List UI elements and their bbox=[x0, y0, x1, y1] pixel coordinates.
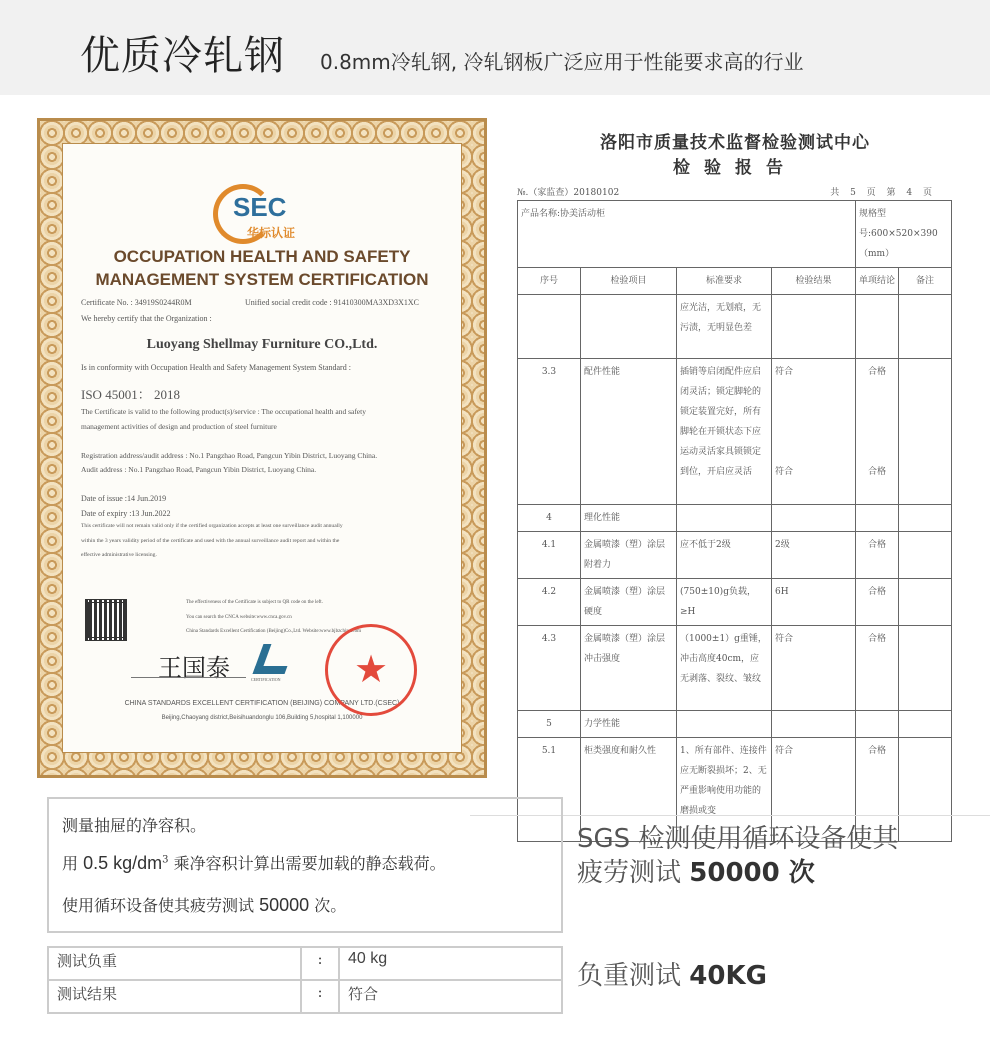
cell-result: 符合 bbox=[772, 738, 856, 842]
sgs-line-1: 测量抽屉的净容积。 bbox=[62, 816, 207, 835]
load-label: 测试负重 bbox=[48, 947, 301, 980]
sgs-l2-sup: 3 bbox=[162, 854, 169, 866]
scope-2: management activities of design and production of steel furniture bbox=[81, 422, 277, 431]
sgs-description bbox=[47, 797, 563, 933]
cell-result: 符合 符合 bbox=[772, 359, 856, 505]
cell-item: 配件性能 bbox=[581, 359, 677, 505]
cell-remark bbox=[899, 505, 952, 532]
cell-remark bbox=[899, 579, 952, 626]
result-label: 测试结果 bbox=[48, 980, 301, 1013]
expiry-date: Date of expiry :13 Jun.2022 bbox=[81, 509, 171, 518]
red-seal bbox=[325, 624, 417, 716]
cert-no: Certificate No. : 34919S0244R0M bbox=[81, 298, 192, 307]
column-header: 序号 bbox=[518, 268, 581, 295]
sgs-result-table bbox=[47, 946, 563, 1014]
product-cell bbox=[518, 201, 856, 268]
cell-no: 5.1 bbox=[518, 738, 581, 842]
cell-verdict: 合格 bbox=[856, 532, 899, 579]
cell-result: 6H bbox=[772, 579, 856, 626]
qr-text-3: China Standards Excellent Certification (Beijing)Co.,Ltd. Website:www.bjbzchina.com bbox=[186, 629, 361, 634]
sec-logo bbox=[213, 184, 323, 254]
sgs-l2-num: 0.5 kg/dm bbox=[83, 853, 163, 873]
cell-item bbox=[581, 295, 677, 359]
sgs-line-2 bbox=[62, 851, 446, 874]
cell-verdict bbox=[856, 295, 899, 359]
sgs-l3-post: 次。 bbox=[314, 896, 347, 915]
cell-req: （1000±1）g重锤，冲击高度40cm，应无剥落、裂纹、皱纹 bbox=[677, 626, 772, 711]
audit-address: Audit address : No.1 Pangzhao Road, Pangcun Yibin District, Luoyang China. bbox=[81, 465, 317, 474]
cell-req: 应不低于2级 bbox=[677, 532, 772, 579]
cell-req: 插销等启闭配件应启闭灵活；锁定脚轮的锁定装置完好，所有脚轮在开锁状态下应运动灵活家具锁锁定到位，开启应灵活 bbox=[677, 359, 772, 505]
table-row bbox=[518, 579, 952, 626]
cert-footer-2: Beijing,Chaoyang district,Beisihuandonglu 106,Building 5,hospital 1,100000 bbox=[161, 715, 363, 721]
cell-req: (750±10)g负载，≥H bbox=[677, 579, 772, 626]
cell-no bbox=[518, 295, 581, 359]
hs-label: CERTIFICATION bbox=[251, 677, 281, 682]
caption-2 bbox=[577, 852, 815, 889]
cell-item: 柜类强度和耐久性 bbox=[581, 738, 677, 842]
qr-text-1: The effectiveness of the Certificate is subject to QR code on the left. bbox=[186, 600, 323, 605]
sgs-l3-pre: 使用循环设备使其疲劳测试 bbox=[62, 896, 255, 915]
product-name: 协美活动柜 bbox=[560, 209, 606, 219]
spec-label: 规格型号: bbox=[859, 209, 887, 239]
column-header: 单项结论 bbox=[856, 268, 899, 295]
column-header: 标准要求 bbox=[677, 268, 772, 295]
cert-title-2: MANAGEMENT SYSTEM CERTIFICATION bbox=[95, 270, 429, 289]
cell-item: 金属喷漆（塑）涂层 冲击强度 bbox=[581, 626, 677, 711]
cell-result bbox=[772, 295, 856, 359]
sgs-l3-num: 50000 bbox=[259, 895, 310, 915]
table-row bbox=[518, 626, 952, 711]
cell-req bbox=[677, 711, 772, 738]
column-header: 检验项目 bbox=[581, 268, 677, 295]
scope-1: The Certificate is valid to the following product(s)/service : The occupational health and safety bbox=[81, 407, 366, 416]
hs-logo bbox=[253, 644, 296, 674]
cell-no: 4.1 bbox=[518, 532, 581, 579]
note-2: within the 3 years validity period of the certificate and used with the annual surveillance audit report and within the bbox=[81, 538, 340, 544]
banner-subtitle: 0.8mm冷轧钢, 冷轧钢板广泛应用于性能要求高的行业 bbox=[320, 50, 804, 74]
colon: : bbox=[301, 947, 339, 980]
logo-text: SEC bbox=[233, 192, 287, 222]
organization: Luoyang Shellmay Furniture CO.,Ltd. bbox=[146, 337, 378, 352]
signature-line bbox=[131, 677, 246, 678]
report-title: 洛阳市质量技术监督检验测试中心 bbox=[600, 133, 870, 153]
ohs-certificate bbox=[37, 118, 487, 778]
report-number: №.（家监查）20180102 bbox=[517, 188, 620, 198]
cell-no: 4.2 bbox=[518, 579, 581, 626]
table-row bbox=[518, 295, 952, 359]
spec-cell bbox=[856, 201, 952, 268]
result-value: 符合 bbox=[339, 980, 562, 1013]
colon: : bbox=[301, 980, 339, 1013]
qr-text-2: You can search the CNCA website:www.cnca.gov.cn bbox=[186, 615, 292, 620]
report-pages: 共 5 页 第 4 页 bbox=[830, 188, 932, 198]
banner bbox=[0, 0, 990, 95]
qr-code bbox=[85, 599, 127, 641]
sgs-l2-post: 乘净容积计算出需要加载的静态载荷。 bbox=[173, 854, 446, 873]
cell-verdict: 合格 合格 bbox=[856, 359, 899, 505]
cell-result bbox=[772, 505, 856, 532]
credit-code: Unified social credit code : 91410300MA3XD3X1XC bbox=[245, 298, 419, 307]
table-row bbox=[518, 532, 952, 579]
cell-verdict bbox=[856, 711, 899, 738]
cell-remark bbox=[899, 295, 952, 359]
standard: ISO 45001： 2018 bbox=[81, 387, 180, 402]
load-value: 40 kg bbox=[339, 947, 562, 980]
cert-title-1: OCCUPATION HEALTH AND SAFETY bbox=[113, 247, 411, 266]
signature: 王国泰 bbox=[158, 654, 230, 682]
spec-value: 600×520×390（mm） bbox=[859, 229, 938, 259]
table-row bbox=[518, 505, 952, 532]
conformity: Is in conformity with Occupation Health and Safety Management System Standard : bbox=[81, 363, 351, 372]
cell-item: 理化性能 bbox=[581, 505, 677, 532]
cell-remark bbox=[899, 359, 952, 505]
issue-date: Date of issue :14 Jun.2019 bbox=[81, 494, 167, 503]
caption-1: SGS 检测使用循环设备使其 bbox=[577, 824, 899, 854]
caption-2-bold: 50000 次 bbox=[689, 858, 815, 888]
cell-remark bbox=[899, 532, 952, 579]
cell-req bbox=[677, 505, 772, 532]
cell-no: 5 bbox=[518, 711, 581, 738]
cell-item: 金属喷漆（塑）涂层硬度 bbox=[581, 579, 677, 626]
cell-result: 2级 bbox=[772, 532, 856, 579]
caption-3-pre: 负重测试 bbox=[577, 961, 682, 991]
sgs-line-3 bbox=[62, 893, 346, 916]
cell-no: 4.3 bbox=[518, 626, 581, 711]
cell-verdict: 合格 bbox=[856, 626, 899, 711]
cell-remark bbox=[899, 711, 952, 738]
cell-req: 1、所有部件、连接件应无断裂损坏；2、无严重影响使用功能的磨损或变 bbox=[677, 738, 772, 842]
cell-result bbox=[772, 711, 856, 738]
caption-2-pre: 疲劳测试 bbox=[577, 858, 682, 888]
banner-title: 优质冷轧钢 bbox=[80, 33, 285, 79]
cell-verdict bbox=[856, 505, 899, 532]
note-1: This certificate will not remain valid only if the certified organization accepts at least one surveillance audit annually bbox=[81, 523, 343, 529]
cell-verdict: 合格 bbox=[856, 738, 899, 842]
note-3: effective administrative licensing. bbox=[81, 552, 157, 558]
table-row bbox=[518, 359, 952, 505]
cell-no: 4 bbox=[518, 505, 581, 532]
caption-3 bbox=[577, 955, 767, 992]
cell-remark bbox=[899, 738, 952, 842]
cell-no: 3.3 bbox=[518, 359, 581, 505]
cert-footer-1: CHINA STANDARDS EXCELLENT CERTIFICATION (BEIJING) COMPANY LTD.(CSEC) bbox=[124, 700, 400, 707]
certificate-body bbox=[62, 143, 462, 753]
product-label: 产品名称: bbox=[521, 209, 561, 219]
cell-remark bbox=[899, 626, 952, 711]
logo-cn: 华标认证 bbox=[247, 226, 296, 240]
cell-item: 力学性能 bbox=[581, 711, 677, 738]
column-header: 备注 bbox=[899, 268, 952, 295]
cell-req: 应光洁，无划痕，无污渍，无明显色差 bbox=[677, 295, 772, 359]
inspection-report bbox=[510, 120, 960, 816]
sgs-l2-pre: 用 bbox=[62, 854, 79, 873]
star-icon: ★ bbox=[353, 649, 389, 691]
table-row bbox=[518, 711, 952, 738]
caption-3-bold: 40KG bbox=[689, 961, 767, 991]
cell-verdict: 合格 bbox=[856, 579, 899, 626]
column-header: 检验结果 bbox=[772, 268, 856, 295]
reg-address: Registration address/audit address : No.1 Pangzhao Road, Pangcun Yibin District, Luoyang China. bbox=[81, 451, 378, 460]
report-table bbox=[517, 200, 952, 842]
cell-item: 金属喷漆（塑）涂层 附着力 bbox=[581, 532, 677, 579]
report-subtitle: 检验报告 bbox=[673, 158, 797, 178]
certify-text: We hereby certify that the Organization : bbox=[81, 314, 212, 323]
cell-result: 符合 bbox=[772, 626, 856, 711]
